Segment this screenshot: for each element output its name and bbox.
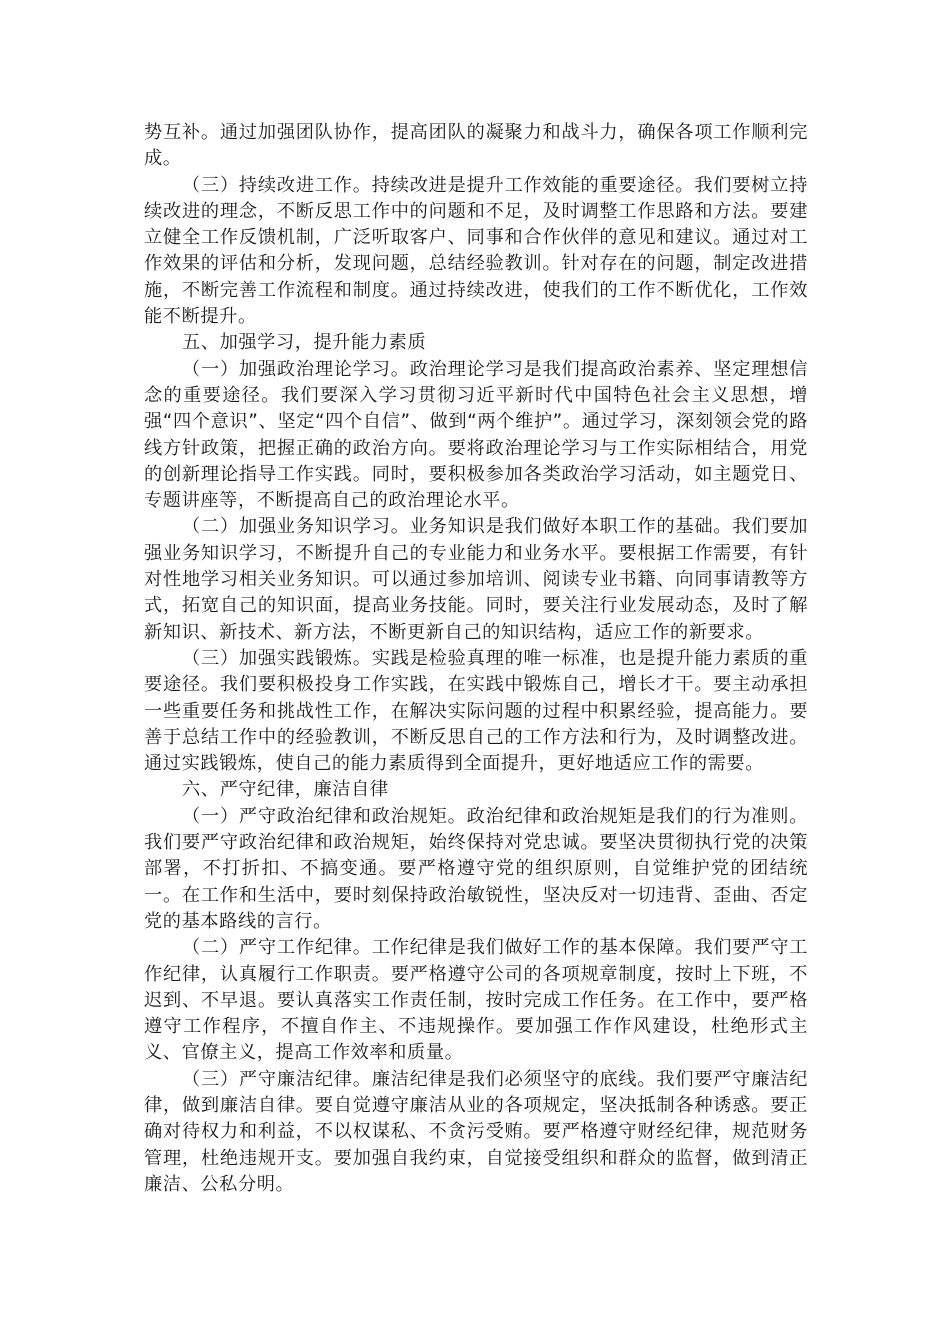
section-heading-six: 六、严守纪律，廉洁自律	[182, 779, 389, 801]
paragraph-political-discipline: （一）严守政治纪律和政治规矩。政治纪律和政治规矩是我们的行为准则。我们要严守政治纪律和政治规矩，始终保持对党忠诚。要坚决贯彻执行党的决策部署，不打折扣、不搞变通。要严格遵守党的组织原则，自觉维护党的团结统一。在工作和生活中，要时刻保持政治敏锐性，坚决反对一切违背、歪曲、否定党的基本路线的言行。	[144, 805, 808, 932]
paragraph-business-knowledge: （二）加强业务知识学习。业务知识是我们做好本职工作的基础。我们要加强业务知识学习，不断提升自己的专业能力和业务水平。要根据工作需要，有针对性地学习相关业务知识。可以通过参加培训、阅读专业书籍、向同事请教等方式，拓宽自己的知识面，提高业务技能。同时，要关注行业发展动态，及时了解新知识、新技术、新方法，不断更新自己的知识结构，适应工作的新要求。	[144, 516, 808, 643]
paragraph-practice: （三）加强实践锻炼。实践是检验真理的唯一标准，也是提升能力素质的重要途径。我们要积极投身工作实践，在实践中锻炼自己，增长才干。要主动承担一些重要任务和挑战性工作，在解决实际问题的过程中积累经验，提高能力。要善于总结工作中的经验教训，不断反思自己的工作方法和行为，及时调整改进。通过实践锻炼，使自己的能力素质得到全面提升，更好地适应工作的需要。	[144, 647, 808, 775]
section-heading-five: 五、加强学习，提升能力素质	[182, 332, 427, 354]
paragraph-continuation: 势互补。通过加强团队协作，提高团队的凝聚力和战斗力，确保各项工作顺利完成。	[144, 122, 808, 170]
paragraph-political-theory: （一）加强政治理论学习。政治理论学习是我们提高政治素养、坚定理想信念的重要途径。我们要深入学习贯彻习近平新时代中国特色社会主义思想，增强“四个意识”、坚定“四个自信”、做到“两个维护”。通过学习，深刻领会党的路线方针政策，把握正确的政治方向。要将政治理论学习与工作实际相结合，用党的创新理论指导工作实践。同时，要积极参加各类政治学习活动，如主题党日、专题讲座等，不断提高自己的政治理论水平。	[144, 358, 808, 512]
paragraph-continuous-improvement: （三）持续改进工作。持续改进是提升工作效能的重要途径。我们要树立持续改进的理念，不断反思工作中的问题和不足，及时调整工作思路和方法。要建立健全工作反馈机制，广泛听取客户、同事和合作伙伴的意见和建议。通过对工作效果的评估和分析，发现问题，总结经验教训。针对存在的问题，制定改进措施，不断完善工作流程和制度。通过持续改进，使我们的工作不断优化，工作效能不断提升。	[144, 174, 808, 328]
paragraph-work-discipline: （二）严守工作纪律。工作纪律是我们做好工作的基本保障。我们要严守工作纪律，认真履行工作职责。要严格遵守公司的各项规章制度，按时上下班，不迟到、不早退。要认真落实工作责任制，按时完成工作任务。在工作中，要严格遵守工作程序，不擅自作主、不违规操作。要加强工作作风建设，杜绝形式主义、官僚主义，提高工作效率和质量。	[144, 937, 808, 1064]
document-page	[144, 120, 808, 1198]
paragraph-integrity-discipline: （三）严守廉洁纪律。廉洁纪律是我们必须坚守的底线。我们要严守廉洁纪律，做到廉洁自律。要自觉遵守廉洁从业的各项规定，坚决抵制各种诱惑。要正确对待权力和利益，不以权谋私、不贪污受贿。要严格遵守财经纪律，规范财务管理，杜绝违规开支。要加强自我约束，自觉接受组织和群众的监督，做到清正廉洁、公私分明。	[144, 1068, 808, 1195]
